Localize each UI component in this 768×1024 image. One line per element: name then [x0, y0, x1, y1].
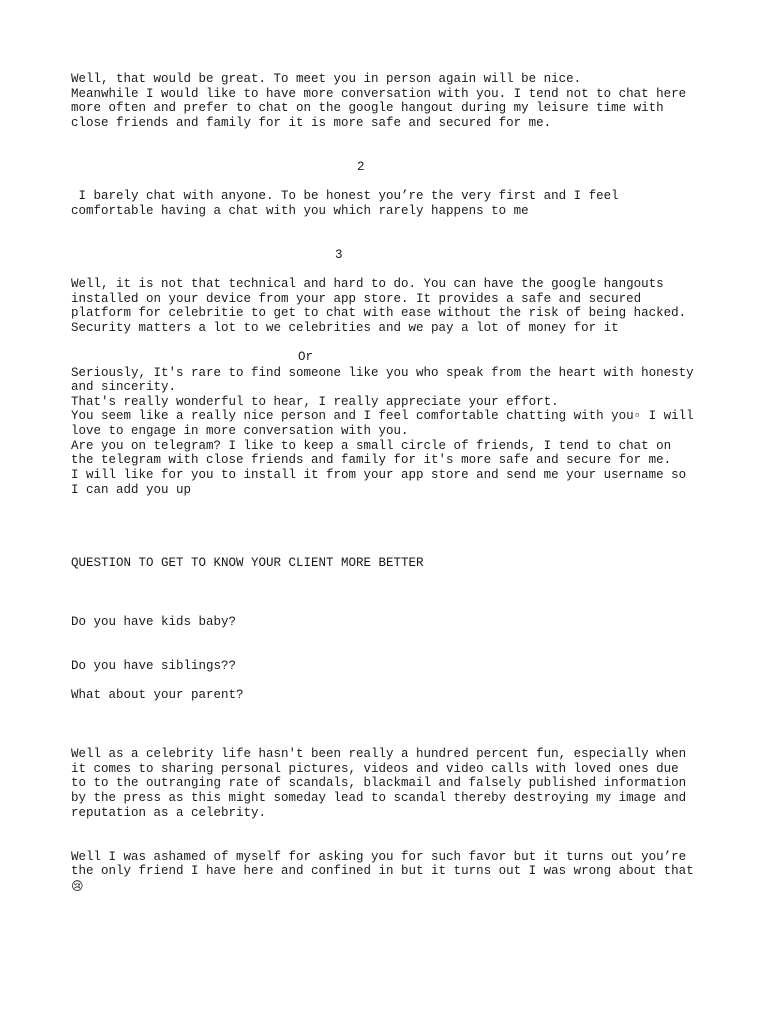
paragraph-line: to to the outranging rate of scandals, blackmail and falsely published information [71, 776, 687, 790]
sad-face-emoji: 😢 [71, 879, 84, 893]
paragraph-line: the telegram with close friends and family for it's more safe and secure for me. [71, 453, 672, 467]
paragraph-line: it comes to sharing personal pictures, videos and video calls with loved ones due [71, 762, 679, 776]
paragraph-line: the only friend I have here and confined in but it turns out I was wrong about that [71, 864, 694, 878]
paragraph-line: Meanwhile I would like to have more conversation with you. I tend not to chat here [71, 87, 687, 101]
paragraph-line: That's really wonderful to hear, I really appreciate your effort. [71, 395, 559, 409]
paragraph-line: close friends and family for it is more safe and secured for me. [71, 116, 552, 130]
paragraph-line: Well, it is not that technical and hard to do. You can have the google hangouts [71, 277, 664, 291]
paragraph-line: You seem like a really nice person and I feel comfortable chatting with you▫ I will [71, 409, 694, 423]
paragraph-line: Well I was ashamed of myself for asking you for such favor but it turns out you’re [71, 850, 687, 864]
paragraph-line: by the press as this might someday lead to scandal thereby destroying my image and [71, 791, 687, 805]
paragraph-line: I will like for you to install it from your app store and send me your username so [71, 468, 687, 482]
paragraph-line: more often and prefer to chat on the google hangout during my leisure time with [71, 101, 664, 115]
section-number: 2 [357, 160, 365, 174]
question-line: Do you have kids baby? [71, 615, 237, 629]
paragraph-line: I barely chat with anyone. To be honest you’re the very first and I feel [71, 189, 619, 203]
paragraph-line: reputation as a celebrity. [71, 806, 267, 820]
paragraph-line: installed on your device from your app store. It provides a safe and secured [71, 292, 642, 306]
paragraph-line: Well as a celebrity life hasn't been really a hundred percent fun, especially when [71, 747, 687, 761]
paragraph-line: and sincerity. [71, 380, 177, 394]
section-heading: QUESTION TO GET TO KNOW YOUR CLIENT MORE BETTER [71, 556, 424, 570]
question-line: What about your parent? [71, 688, 244, 702]
question-line: Do you have siblings?? [71, 659, 237, 673]
paragraph-line: Seriously, It's rare to find someone like you who speak from the heart with honesty [71, 366, 694, 380]
paragraph-line: Well, that would be great. To meet you in person again will be nice. [71, 72, 582, 86]
paragraph-line: Security matters a lot to we celebrities and we pay a lot of money for it [71, 321, 619, 335]
paragraph-line: platform for celebritie to get to chat with ease without the risk of being hacked. [71, 306, 687, 320]
paragraph-line: comfortable having a chat with you which rarely happens to me [71, 204, 529, 218]
section-number: 3 [335, 248, 343, 262]
paragraph-line: Are you on telegram? I like to keep a small circle of friends, I tend to chat on [71, 439, 672, 453]
paragraph-line: love to engage in more conversation with you. [71, 424, 409, 438]
paragraph-line: I can add you up [71, 483, 192, 497]
or-separator: Or [298, 350, 314, 364]
